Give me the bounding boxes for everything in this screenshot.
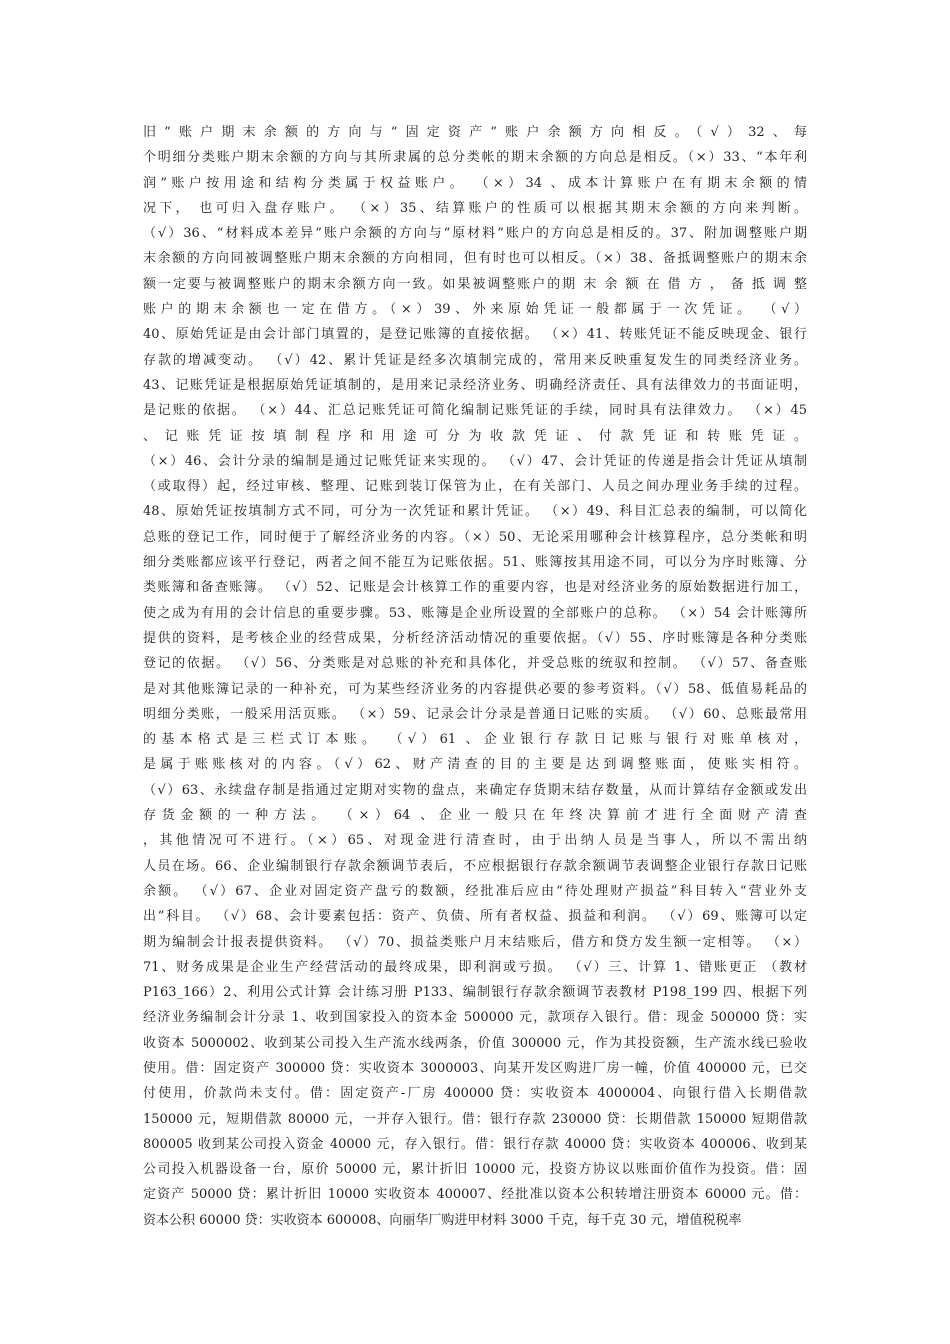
- text-line: 是属于账账核对的内容。（√）62、财产清查的目的主要是达到调整账面，使账实相符。: [143, 757, 807, 773]
- text-line: 登记的依据。 （√）56、分类账是对总账的补充和具体化，并受总账的统驭和控制。 （√）57、备查账: [143, 656, 807, 672]
- text-line: 提供的资料，是考核企业的经营成果，分析经济活动情况的重要依据。（√）55、序时账簿是各种分类账: [143, 630, 807, 646]
- text-line: （×）46、会计分录的编制是通过记账凭证来实现的。 （√）47、会计凭证的传递是指会计凭证从填制: [143, 453, 807, 469]
- text-line: 的基本格式是三栏式订本账。 （√）61 、企业银行存款日记账与银行对账单核对，: [143, 732, 807, 748]
- text-line: 71、财务成果是企业生产经营活动的最终成果，即利润或亏损。 （√）三、计算 1、错账更正 （教材: [143, 959, 807, 975]
- text-line: 额一定要与被调整账户的期末余额方向一致。如果被调整账户的期 末 余 额 在 借 方 ， 备 抵 调 整: [143, 276, 807, 292]
- text-line: （√）36、“材料成本差异”账户余额的方向与“原材料”账户的方向总是相反的。37、附加调整账户期: [143, 226, 807, 242]
- text-line: 况下， 也可归入盘存账户。 （×）35、结算账户的性质可以根据其期末余额的方向来判断。: [143, 200, 807, 216]
- text-line: 人员在场。66、企业编制银行存款余额调节表后，不应根据银行存款余额调节表调整企业银行存款日记账: [143, 858, 807, 874]
- text-line: 定资产 50000 贷：累计折旧 10000 实收资本 400007、经批准以资本公积转增注册资本 60000 元。借：: [143, 1187, 807, 1203]
- text-line: 润”账户按用途和结构分类属于权益账户。 （×）34 、成本计算账户在有期末余额的情: [143, 175, 807, 191]
- text-line: 账户的期末余额也一定在借方。（×）39、外来原始凭证一般都属于一次凭证。 （√）: [143, 302, 807, 318]
- text-line: 150000 元，短期借款 80000 元，一并存入银行。借：银行存款 230000 贷：长期借款 150000 短期借款: [143, 1111, 807, 1127]
- text-line: 收资本 5000002、收到某公司投入生产流水线两条，价值 300000 元，作为其投资额，生产流水线已验收: [143, 1035, 807, 1051]
- document-body: [143, 120, 807, 1233]
- text-line: 是记账的依据。 （×）44、汇总记账凭证可简化编制记账凭证的手续，同时具有法律效力。 （×）45: [143, 403, 807, 419]
- text-line: 总账的登记工作，同时便于了解经济业务的内容。（×）50、无论采用哪种会计核算程序，总分类帐和明: [143, 529, 807, 545]
- text-line: 存货金额的一种方法。 （×）64 、企业一般只在年终决算前才进行全面财产清查: [143, 808, 807, 824]
- text-line: 出”科目。 （√）68、会计要素包括：资产、负债、所有者权益、损益和利润。 （√）69、账簿可以定: [143, 909, 807, 925]
- text-line: 公司投入机器设备一台，原价 50000 元，累计折旧 10000 元，投资方协议以账面价值作为投资。借：固: [143, 1162, 807, 1178]
- text-line: 、记账凭证按填制程序和用途可分为收款凭证、付款凭证和转账凭证。: [143, 428, 807, 444]
- text-line: 余额。 （√）67、企业对固定资产盘亏的数额，经批准后应由“待处理财产损益”科目转入“营业外支: [143, 883, 807, 899]
- text-line: 经济业务编制会计分录 1、收到国家投入的资本金 500000 元，款项存入银行。借：现金 500000 贷：实: [143, 1010, 807, 1026]
- text-line: 个明细分类账户期末余额的方向与其所隶属的总分类帐的期末余额的方向总是相反。（×）33、“本年利: [143, 150, 807, 166]
- text-line: P163_166）2、利用公式计算 会计练习册 P133、编制银行存款余额调节表教材 P198_199 四、根据下列: [143, 985, 807, 1001]
- text-line: 细分类账都应该平行登记，两者之间不能互为记账依据。51、账簿按其用途不同，可以分为序时账簿、分: [143, 555, 807, 571]
- text-line: 资本公积 60000 贷：实收资本 600008、向丽华厂购进甲材料 3000 千克，每千克 30 元，增值税税率: [143, 1212, 742, 1228]
- text-line: 类账簿和备查账簿。 （√）52、记账是会计核算工作的重要内容，也是对经济业务的原始数据进行加工，: [143, 580, 807, 596]
- text-line: 43、记账凭证是根据原始凭证填制的，是用来记录经济业务、明确经济责任、具有法律效力的书面证明，: [143, 377, 807, 393]
- text-line: 期为编制会计报表提供资料。 （√）70、损益类账户月末结账后，借方和贷方发生额一定相等。 （×）: [143, 934, 807, 950]
- text-line: 是对其他账簿记录的一种补充，可为某些经济业务的内容提供必要的参考资料。（√）58、低值易耗品的: [143, 681, 807, 697]
- text-line: 旧”账户期末余额的方向与“固定资产”账户余额方向相反。（√）32、每: [143, 125, 807, 140]
- text-line: 存款的增减变动。 （√）42、累计凭证是经多次填制完成的，常用来反映重复发生的同类经济业务。: [143, 352, 807, 368]
- text-line: 48、原始凭证按填制方式不同，可分为一次凭证和累计凭证。 （×）49、科目汇总表的编制，可以简化: [143, 504, 807, 520]
- text-line: 使之成为有用的会计信息的重要步骤。53、账簿是企业所设置的全部账户的总称。 （×）54 会计账簿所: [143, 605, 807, 621]
- text-line: 付使用，价款尚未支付。借：固定资产-厂房 400000 贷：实收资本 4000004、向银行借入长期借款: [143, 1086, 807, 1102]
- text-line: 末余额的方向同被调整账户期末余额的方向相同，但有时也可以相反。（×）38、备抵调整账户的期末余: [143, 251, 807, 267]
- text-line: 40、原始凭证是由会计部门填置的，是登记账簿的直接依据。 （×）41、转账凭证不能反映现金、银行: [143, 327, 807, 343]
- text-line: 明细分类账，一般采用活页账。 （×）59、记录会计分录是普通日记账的实质。 （√）60、总账最常用: [143, 706, 807, 722]
- text-line: （或取得）起，经过审核、整理、记账到装订保管为止，在有关部门、人员之间办理业务手续的过程。: [143, 479, 807, 495]
- text-line: （√）63、永续盘存制是指通过定期对实物的盘点，来确定存货期末结存数量，从而计算结存金额或发出: [143, 782, 807, 798]
- text-line: ，其他情况可不进行。（×）65、对现金进行清查时，由于出纳人员是当事人，所以不需出纳: [143, 833, 807, 849]
- text-line: 使用。借：固定资产 300000 贷：实收资本 3000003、向某开发区购进厂房一幢，价值 400000 元，已交: [143, 1060, 807, 1076]
- text-line: 800005 收到某公司投入资金 40000 元，存入银行。借：银行存款 40000 贷：实收资本 400006、收到某: [143, 1136, 807, 1152]
